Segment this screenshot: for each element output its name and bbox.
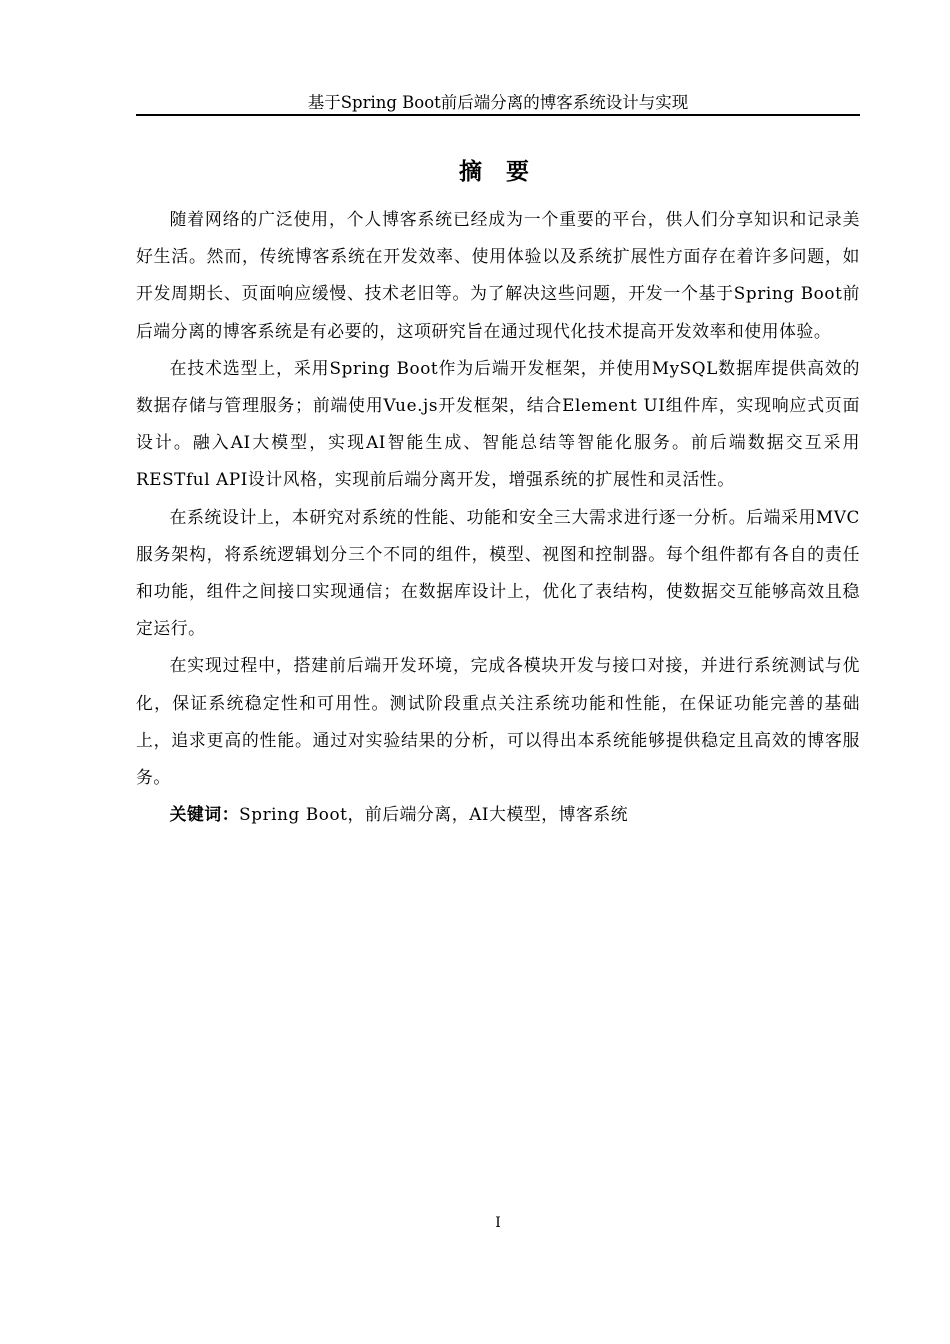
page-number: I xyxy=(495,1215,501,1231)
abstract-paragraph: 在实现过程中，搭建前后端开发环境，完成各模块开发与接口对接，并进行系统测试与优化，保证系统稳定性和可用性。测试阶段重点关注系统功能和性能，在保证功能完善的基础上，追求更高的性能。通过对实验结果的分析，可以得出本系统能够提供稳定且高效的博客服务。 xyxy=(136,655,860,788)
keywords-line xyxy=(136,796,860,833)
keywords-label: 关键词： xyxy=(169,804,240,825)
abstract-paragraph: 在系统设计上，本研究对系统的性能、功能和安全三大需求进行逐一分析。后端采用MVC服务架构，将系统逻辑划分三个不同的组件，模型、视图和控制器。每个组件都有各自的责任和功能，组件之间接口实现通信；在数据库设计上，优化了表结构，使数据交互能够高效且稳定运行。 xyxy=(136,506,860,639)
running-header: 基于Spring Boot前后端分离的博客系统设计与实现 xyxy=(307,93,689,112)
abstract-title: 摘 要 xyxy=(458,159,537,185)
abstract-body xyxy=(136,201,860,833)
abstract-paragraph: 随着网络的广泛使用，个人博客系统已经成为一个重要的平台，供人们分享知识和记录美好生活。然而，传统博客系统在开发效率、使用体验以及系统扩展性方面存在着许多问题，如开发周期长、页面响应缓慢、技术老旧等。为了解决这些问题，开发一个基于Spring Boot前后端分离的博客系统是有必要的，这项研究旨在通过现代化技术提高开发效率和使用体验。 xyxy=(136,209,860,341)
abstract-paragraph: 在技术选型上，采用Spring Boot作为后端开发框架，并使用MySQL数据库提供高效的数据存储与管理服务；前端使用Vue.js开发框架，结合Element UI组件库，实现响应式页面设计。融入AI大模型，实现AI智能生成、智能总结等智能化服务。前后端数据交互采用RESTful API设计风格，实现前后端分离开发，增强系统的扩展性和灵活性。 xyxy=(136,357,860,490)
header-divider xyxy=(136,114,860,116)
keywords-text: Spring Boot，前后端分离，AI大模型，博客系统 xyxy=(239,804,629,825)
